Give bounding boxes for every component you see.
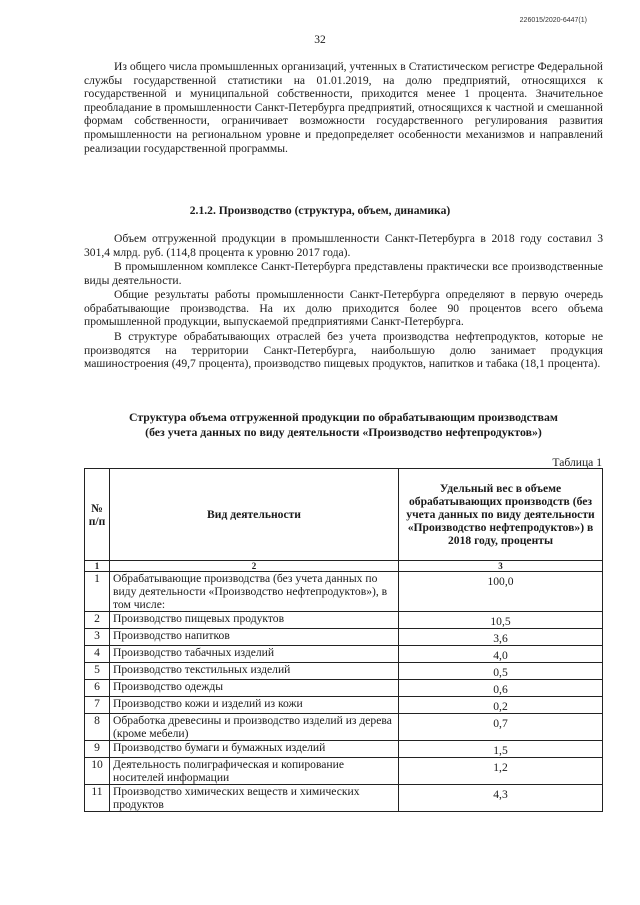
paragraph-industrial-complex: В промышленном комплексе Санкт-Петербурга представлены практически все производственные виды деятельности. (84, 260, 603, 287)
row-number: 2 (85, 612, 110, 629)
row-activity: Производство текстильных изделий (110, 663, 399, 680)
row-value: 0,7 (399, 714, 603, 741)
table-row (85, 646, 603, 663)
row-value: 0,2 (399, 697, 603, 714)
row-activity: Обработка древесины и производство изделий из дерева (кроме мебели) (110, 714, 399, 741)
column-index: 1 (85, 561, 110, 572)
row-number: 8 (85, 714, 110, 741)
table-row (85, 714, 603, 741)
paragraph-results: Общие результаты работы промышленности Санкт-Петербурга определяют в первую очередь обрабатывающие производства. На их долю приходится более 90 процентов всего объема промышленной продукции, выпускаемой предприятиями Санкт-Петербурга. (84, 288, 603, 329)
row-number: 6 (85, 680, 110, 697)
row-value: 3,6 (399, 629, 603, 646)
header-num: № п/п (85, 469, 110, 561)
row-value: 1,2 (399, 758, 603, 785)
paragraph-structure: В структуре обрабатывающих отраслей без учета производства нефтепродуктов, которые не производятся на территории Санкт-Петербурга, наибольшую долю занимает продукция машиностроения (49,7 процента), производство пищевых продуктов, напитков и табака (18,1 процента). (84, 330, 603, 371)
document-stamp: 226015/2020-6447(1) (519, 17, 587, 24)
page-number: 32 (314, 34, 326, 46)
table-title-line-1: Структура объема отгруженной продукции по обрабатывающим производствам (129, 410, 558, 424)
table-row (85, 629, 603, 646)
column-index-row (85, 561, 603, 572)
table-row (85, 663, 603, 680)
production-structure-table (84, 468, 603, 812)
row-number: 5 (85, 663, 110, 680)
row-value: 10,5 (399, 612, 603, 629)
row-number: 10 (85, 758, 110, 785)
row-value: 4,3 (399, 785, 603, 812)
row-number: 4 (85, 646, 110, 663)
table-row (85, 758, 603, 785)
row-number: 3 (85, 629, 110, 646)
table-title (84, 410, 603, 439)
column-index: 2 (110, 561, 399, 572)
row-activity: Деятельность полиграфическая и копирование носителей информации (110, 758, 399, 785)
row-value: 0,5 (399, 663, 603, 680)
row-number: 11 (85, 785, 110, 812)
column-index: 3 (399, 561, 603, 572)
paragraph-ownership: Из общего числа промышленных организаций, учтенных в Статистическом регистре Федеральной службы государственной статистики на 01.01.2019, на долю предприятий, относящихся к государственной и муниципальной собственности, приходится менее 1 процента. Значительное преобладание в промышленности Санкт-Петербурга предприятий, относящихся к частной и смешанной формам собственности, ограничивает возможности государственного регулирования развития промышленности на региональном уровне и предопределяет особенности механизмов и направлений реализации государственной программы. (84, 60, 603, 155)
row-activity: Производство химических веществ и химических продуктов (110, 785, 399, 812)
row-number: 9 (85, 741, 110, 758)
table-row (85, 785, 603, 812)
table-row (85, 741, 603, 758)
paragraph-volume: Объем отгруженной продукции в промышленности Санкт-Петербурга в 2018 году составил 3 301,4 млрд. руб. (114,8 процента к уровню 2017 года). (84, 232, 603, 259)
table-row (85, 612, 603, 629)
row-value: 100,0 (399, 572, 603, 612)
header-share: Удельный вес в объеме обрабатывающих производств (без учета данных по виду деятельности «Производство нефтепродуктов») в 2018 году, проценты (399, 469, 603, 561)
row-number: 1 (85, 572, 110, 612)
row-activity: Производство бумаги и бумажных изделий (110, 741, 399, 758)
table-row (85, 680, 603, 697)
row-activity: Производство табачных изделий (110, 646, 399, 663)
table-title-line-2: (без учета данных по виду деятельности «Производство нефтепродуктов») (145, 424, 542, 439)
row-activity: Производство кожи и изделий из кожи (110, 697, 399, 714)
row-activity: Обрабатывающие производства (без учета данных по виду деятельности «Производство нефтепродуктов»), в том числе: (110, 572, 399, 612)
row-value: 0,6 (399, 680, 603, 697)
table-header-row (85, 469, 603, 561)
table-row (85, 697, 603, 714)
row-number: 7 (85, 697, 110, 714)
table-row (85, 572, 603, 612)
row-value: 4,0 (399, 646, 603, 663)
section-heading: 2.1.2. Производство (структура, объем, динамика) (189, 204, 451, 217)
row-activity: Производство напитков (110, 629, 399, 646)
row-activity: Производство пищевых продуктов (110, 612, 399, 629)
row-value: 1,5 (399, 741, 603, 758)
header-activity: Вид деятельности (110, 469, 399, 561)
row-activity: Производство одежды (110, 680, 399, 697)
table-label: Таблица 1 (552, 456, 602, 469)
